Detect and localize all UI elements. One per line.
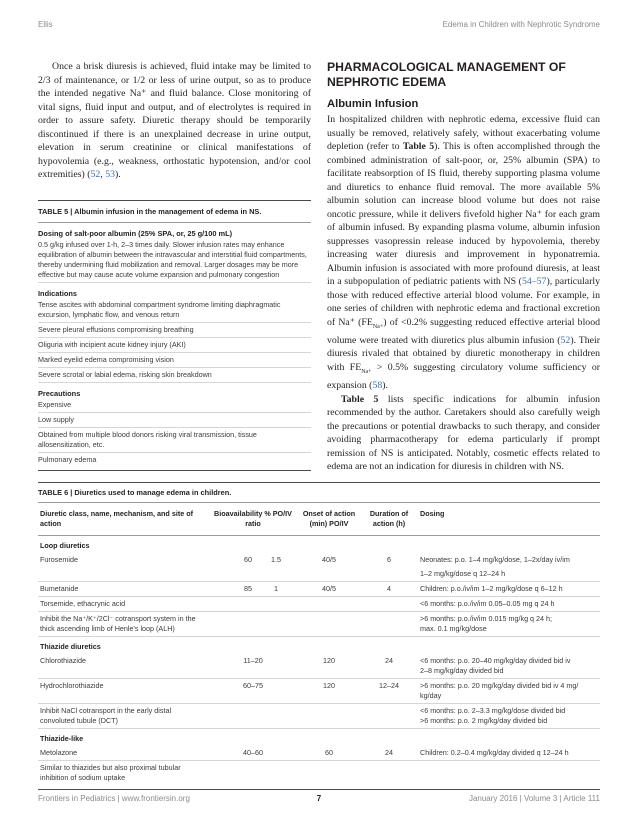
cell: 60 [244,555,252,564]
cell: Inhibit NaCl cotransport in the early distal convoluted tubule (DCT) [38,704,208,729]
text: ). Their diuresis rivaled that obtained by diuretic monotherapy in children with FE [327,334,600,373]
table-6-grid [38,503,600,789]
section-heading: PHARMACOLOGICAL MANAGEMENT OF NEPHROTIC EDEMA [327,60,566,89]
cell [418,761,600,790]
cell: 1.5 [271,555,281,564]
cell: Furosemide [40,555,78,564]
cell [360,761,418,790]
list-item: Oliguria with incipient acute kidney injury (AKI) [38,338,311,353]
cell [208,761,254,790]
footer-issue-info: January 2016 | Volume 3 | Article 111 [468,794,600,803]
table-row [38,654,600,679]
cell [418,654,600,679]
cell [254,597,298,612]
citation-link[interactable]: 58 [372,380,383,392]
cell: Inhibit the Na⁺/K⁺/2Cl⁻ cotransport system in the thick ascending limb of Henle's loop (ALH) [38,612,208,637]
dose-line: <6 months: p.o. 2–3.3 mg/kg/dose divided bid [420,706,566,715]
column-header: Bioavailability % PO/IV ratio [208,503,298,536]
cell: 120 [298,654,360,679]
cell: 12–24 [360,679,418,704]
list-item: Pulmonary edema [38,455,97,464]
cell: Bumetanide [38,582,208,597]
text: ). This is often accomplished through the combined administration of salt-poor, or, 25% albumin (SPA) to facilitate reabsorption of IS fluid, thereby supporting plasma volume and diuretics to enhance fluid removal. The more available 5% albumin solution can increase blood volume but does not raise oncotic pressure, while it delivers fivefold higher Na⁺ for each gram of albumin infused. By expanding plasma volume, albumin infusion suppresses vasopressin release induced by hypovolemia, thereby increasing water diuresis and improvement in hyponatremia. Albumin infusion is associated with more profound diuresis, at least in a subpopulation of pediatric patients with NS ( [327,141,600,287]
cell: Metolazone [38,746,208,761]
cell [360,704,418,729]
cell: 11–20 [208,654,298,679]
cell [298,567,360,582]
footer-journal-link[interactable]: Frontiers in Pediatrics | www.frontiersin.org [38,794,190,803]
table-reference[interactable]: Table 5 [402,141,435,152]
cell: Hydrochlorothiazide [38,679,208,704]
table-row [38,761,600,790]
table-6-caption: TABLE 6 | Diuretics used to manage edema in children. [38,483,600,503]
cell: 6 [387,555,391,564]
running-header [38,20,600,32]
list-item: Severe scrotal or labial edema, risking skin breakdown [38,368,311,383]
right-body-paragraph-2 [327,393,600,474]
subscript: Na+ [361,368,372,375]
cell: Torsemide, ethacrynic acid [38,597,208,612]
dose-line: <6 months: p.o. 20–40 mg/kg/day divided bid iv [420,656,571,665]
table-5 [38,200,311,471]
cell [418,704,600,729]
table-5-indications-header: Indications [38,289,78,298]
cell: 40–60 [208,746,298,761]
cell: 24 [360,746,418,761]
text: ) of <0.2% suggesting reduced effective arterial blood volume were treated with diuretics plus albumin infusion ( [327,316,600,346]
cell [208,597,254,612]
right-column [327,60,600,474]
cell [208,567,254,582]
text: ). [382,380,388,392]
table-5-dosing-header: Dosing of salt-poor albumin (25% SPA, or, 25 g/100 mL) [38,229,233,238]
dose-line: kg/day [420,691,442,700]
cell [418,612,600,637]
column-header: Dosing [418,503,600,536]
group-label: Loop diuretics [40,541,90,550]
cell: Chlorothiazide [38,654,208,679]
column-header: Onset of action (min) PO/IV [298,503,360,536]
left-body-paragraph [38,60,311,182]
header-title: Edema in Children with Nephrotic Syndrome [442,20,600,29]
dose-line: >6 months: p.o. 20 mg/kg/day divided bid iv 4 mg/ [420,681,579,690]
citation-link[interactable]: 52 [560,334,571,346]
text: ). [115,169,121,180]
cell: Similar to thiazides but also proximal tubular inhibition of sodium uptake [40,763,181,782]
dose-line: >6 months: p.o./iv/im 0.015 mg/kg q 24 h; [420,614,553,623]
column-header: Duration of action (h) [360,503,418,536]
cell [298,761,360,790]
cell: 60–75 [208,679,298,704]
dose-line: 2–8 mg/kg/day divided bid [420,666,504,675]
dose-line: >6 months: p.o. 2 mg/kg/day divided bid [420,716,548,725]
table-row [38,612,600,637]
table-5-caption: TABLE 5 | Albumin infusion in the management of edema in NS. [38,201,311,223]
group-label: Thiazide diuretics [40,642,101,651]
cell: 1 [254,582,298,597]
cell [298,612,360,637]
text: In hospitalized children with nephrotic edema, excessive fluid can usually be removed, relatively safely, without exacerbating volume depletion (refer to [327,114,600,152]
cell: Neonates: p.o. 1–4 mg/kg/dose, 1–2x/day iv/im [420,555,570,564]
list-item: Obtained from multiple blood donors risking viral transmission, tissue allosensitization, etc. [38,428,311,453]
page-number: 7 [316,794,322,803]
table-row [38,553,600,567]
table-row [38,704,600,729]
table-5-dosing-text: 0.5 g/kg infused over 1-h, 2–3 times daily. Slower infusion rates may enhance equilibration of albumin between the intravascular and interstitial fluid compartments, thereby undermining fluid mobilization and removal. Larger dosages may be more effective but may cause acute volume expansion and pulmonary congestion [38,238,311,283]
cell [298,597,360,612]
cell [254,704,298,729]
subsection-heading: Albumin Infusion [327,98,419,110]
left-column [38,60,311,182]
table-6 [38,482,600,790]
cell [254,567,298,582]
table-row [38,746,600,761]
cell: <6 months: p.o./iv/im 0.05–0.05 mg q 24 h [418,597,600,612]
column-header: Diuretic class, name, mechanism, and site of action [38,503,208,536]
text: lists specific indications for albumin infusion recommended by the author. Caretakers should also carefully weigh the precautions or potential drawbacks to such therapy, and consider avoiding pharmacotherapy for edema particularly if prompt remission of NS is anticipated. Notably, cosmetic effects related to edema are not an indication for diuresis in children with NS. [327,393,600,473]
cell [298,704,360,729]
cell: Children: 0.2–0.4 mg/kg/day divided q 12–24 h [418,746,600,761]
right-body-paragraph-1 [327,113,600,393]
citation-link[interactable]: 52 [90,169,101,180]
cell: 85 [208,582,254,597]
header-author: Ellis [38,20,53,29]
cell [208,612,254,637]
cell: Children: p.o./iv/im 1–2 mg/kg/dose q 6–12 h [418,582,600,597]
table-header-row [38,503,600,536]
cell: 4 [360,582,418,597]
cell [38,567,208,582]
cell: 1–2 mg/kg/dose q 12–24 h [418,567,600,582]
table-row [38,597,600,612]
cell: 40/5 [298,582,360,597]
table-reference[interactable]: Table 5 [341,393,379,405]
table-5-precautions-header: Precautions [38,389,81,398]
text: > 0.5% suggesting circulatory volume sufficiency or expansion ( [327,361,600,392]
table-group-row [38,637,600,655]
cell [208,704,254,729]
text: , [100,169,106,180]
table-row [38,679,600,704]
cell [360,612,418,637]
cell: 40/5 [322,555,336,564]
cell [254,761,298,790]
list-item: Expensive [38,398,311,413]
list-item: Low supply [38,413,311,428]
cell [360,597,418,612]
group-label: Thiazide-like [40,734,84,743]
table-group-row [38,536,600,554]
table-group-row [38,729,600,747]
cell: 60 [298,746,360,761]
running-footer [38,794,600,806]
citation-link[interactable]: 54–57 [521,276,547,287]
list-item: Tense ascites with abdominal compartment syndrome limiting diaphragmatic excursion, lymphatic flow, and venous return [38,298,311,323]
citation-link[interactable]: 53 [105,169,116,180]
cell [254,612,298,637]
cell: 24 [360,654,418,679]
cell [418,679,600,704]
dose-line: max. 0.1 mg/kg/dose [420,624,487,633]
table-row [38,582,600,597]
list-item: Marked eyelid edema compromising vision [38,353,311,368]
text: Once a brisk diuresis is achieved, fluid intake may be limited to 2/3 of maintenance, or 1/2 or less of urine output, so as to produce the intended negative Na⁺ and fluid balance. Close monitoring of vital signs, fluid input and output, and of electrolytes is required in order to assure safety. Diuretic therapy should be temporarily discontinued if there is an unexplained decrease in urine output, elevation in serum creatinine or clinical manifestations of hypovolemia (e.g., weakness, orthostatic hypotension, and/or cool extremities) ( [38,61,311,180]
cell [360,567,418,582]
text: ), particularly those with reduced effective arterial blood volume. For example, in one series of children with nephrotic edema and fractional excretion of Na⁺ (FE [327,276,600,328]
list-item: Severe pleural effusions compromising breathing [38,323,311,338]
cell: 120 [298,679,360,704]
table-row [38,567,600,582]
subscript: Na+ [372,323,384,330]
